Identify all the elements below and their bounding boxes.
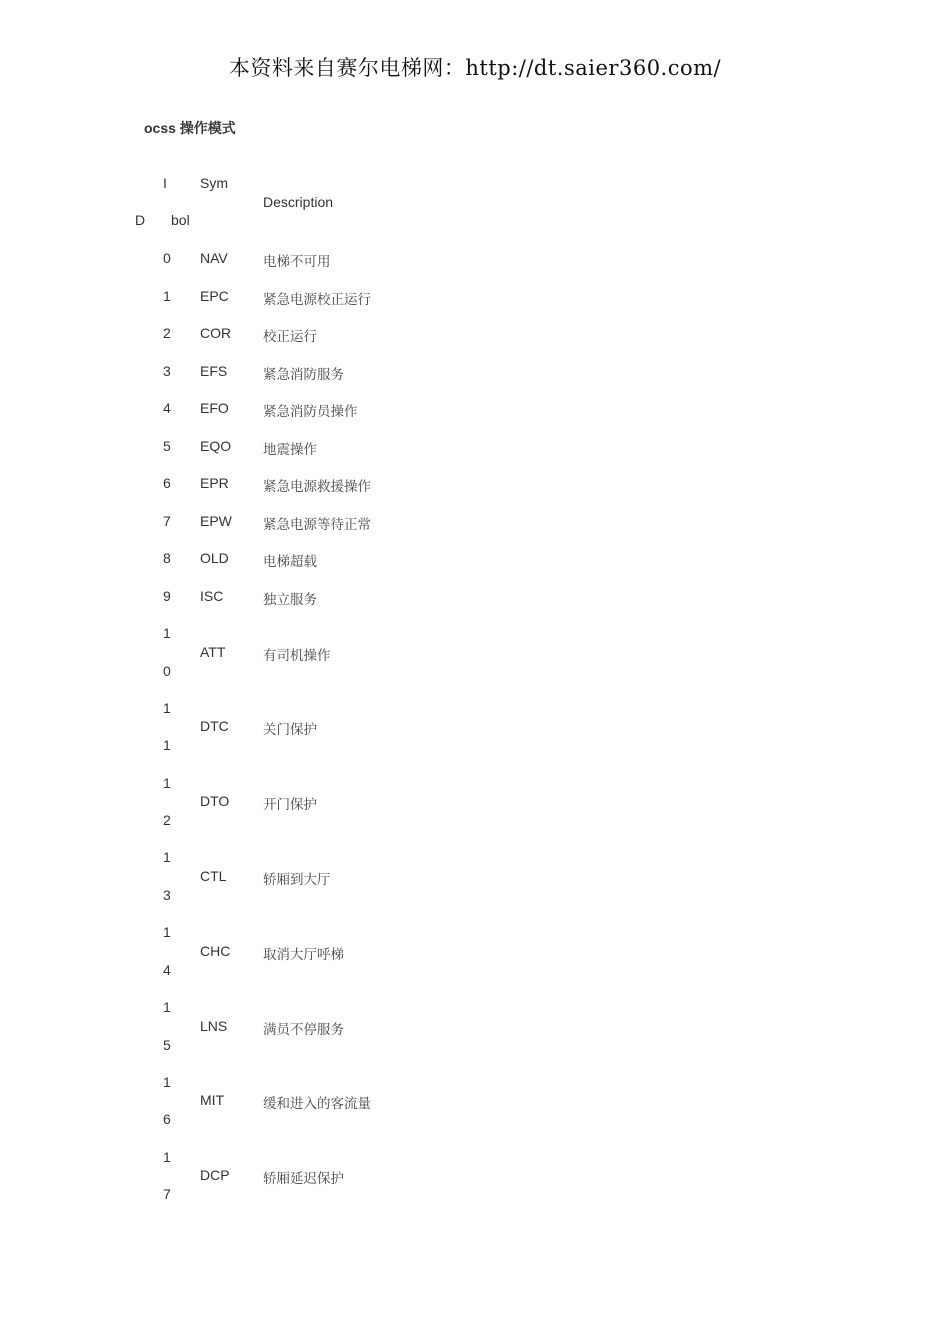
row-id: 3: [163, 886, 171, 903]
row-id: 5: [163, 437, 171, 454]
row-symbol: LNS: [200, 1017, 228, 1034]
header-description: Description: [263, 194, 334, 210]
row-symbol: MIT: [200, 1092, 225, 1109]
row-description: 满员不停服务: [263, 1021, 344, 1038]
row-symbol: EPC: [200, 287, 229, 304]
row-symbol: EFS: [200, 362, 228, 379]
row-id: 1: [163, 849, 171, 866]
row-id: 0: [163, 662, 171, 679]
row-symbol: ISC: [200, 587, 224, 604]
row-id: 7: [163, 1186, 171, 1203]
row-description: 开门保护: [263, 797, 317, 814]
row-description: 独立服务: [263, 591, 317, 608]
row-id: 9: [163, 587, 171, 604]
row-id: 1: [163, 625, 171, 641]
row-description: 紧急电源校正运行: [263, 291, 371, 308]
header-id-top: I: [163, 175, 167, 191]
row-id: 3: [163, 362, 171, 379]
section-title: ocss 操作模式: [144, 120, 236, 136]
row-symbol: ATT: [200, 643, 226, 660]
row-id: 1: [163, 287, 171, 304]
row-id: 1: [163, 774, 171, 791]
row-symbol: DTO: [200, 793, 230, 810]
row-symbol: COR: [200, 325, 232, 341]
row-description: 电梯超载: [263, 554, 317, 570]
row-description: 缓和进入的客流量: [263, 1096, 371, 1113]
row-id: 1: [163, 737, 171, 754]
row-description: 紧急消防服务: [263, 366, 344, 383]
row-id: 4: [163, 400, 171, 416]
row-description: 取消大厅呼梯: [263, 946, 344, 963]
row-id: 7: [163, 512, 171, 529]
row-description: 轿厢延迟保护: [263, 1171, 344, 1188]
row-description: 有司机操作: [263, 647, 331, 664]
row-id: 8: [163, 550, 171, 566]
row-symbol: DTC: [200, 718, 229, 735]
row-symbol: EQO: [200, 437, 232, 454]
header-symbol-top: Sym: [200, 175, 228, 191]
document-header: 本资料来自赛尔电梯网：http://dt.saier360.com/: [228, 56, 722, 80]
row-symbol: CHC: [200, 942, 231, 959]
row-id: 0: [163, 250, 171, 266]
row-description: 地震操作: [263, 441, 317, 458]
row-symbol: EPR: [200, 475, 229, 491]
row-description: 紧急消防员操作: [263, 404, 358, 420]
row-id: 6: [163, 475, 171, 491]
row-id: 1: [163, 924, 171, 941]
row-id: 2: [163, 812, 171, 829]
header-id-bottom: D: [135, 212, 146, 228]
row-description: 轿厢到大厅: [263, 871, 331, 888]
row-symbol: CTL: [200, 867, 227, 884]
row-description: 紧急电源等待正常: [263, 516, 371, 533]
row-symbol: EFO: [200, 400, 229, 416]
row-id: 6: [163, 1111, 171, 1128]
row-symbol: DCP: [200, 1167, 230, 1184]
row-description: 紧急电源救援操作: [263, 479, 371, 495]
row-id: 1: [163, 999, 171, 1015]
row-description: 校正运行: [263, 329, 317, 345]
row-symbol: EPW: [200, 512, 232, 529]
row-symbol: NAV: [200, 250, 228, 266]
row-description: 关门保护: [263, 722, 317, 739]
row-id: 5: [163, 1036, 171, 1053]
row-id: 1: [163, 699, 171, 716]
row-id: 4: [163, 961, 171, 978]
row-description: 电梯不可用: [263, 254, 331, 270]
header-symbol-bottom: bol: [171, 212, 190, 228]
row-symbol: OLD: [200, 550, 229, 566]
row-id: 1: [163, 1073, 171, 1090]
row-id: 2: [163, 325, 171, 341]
row-id: 1: [163, 1148, 171, 1165]
